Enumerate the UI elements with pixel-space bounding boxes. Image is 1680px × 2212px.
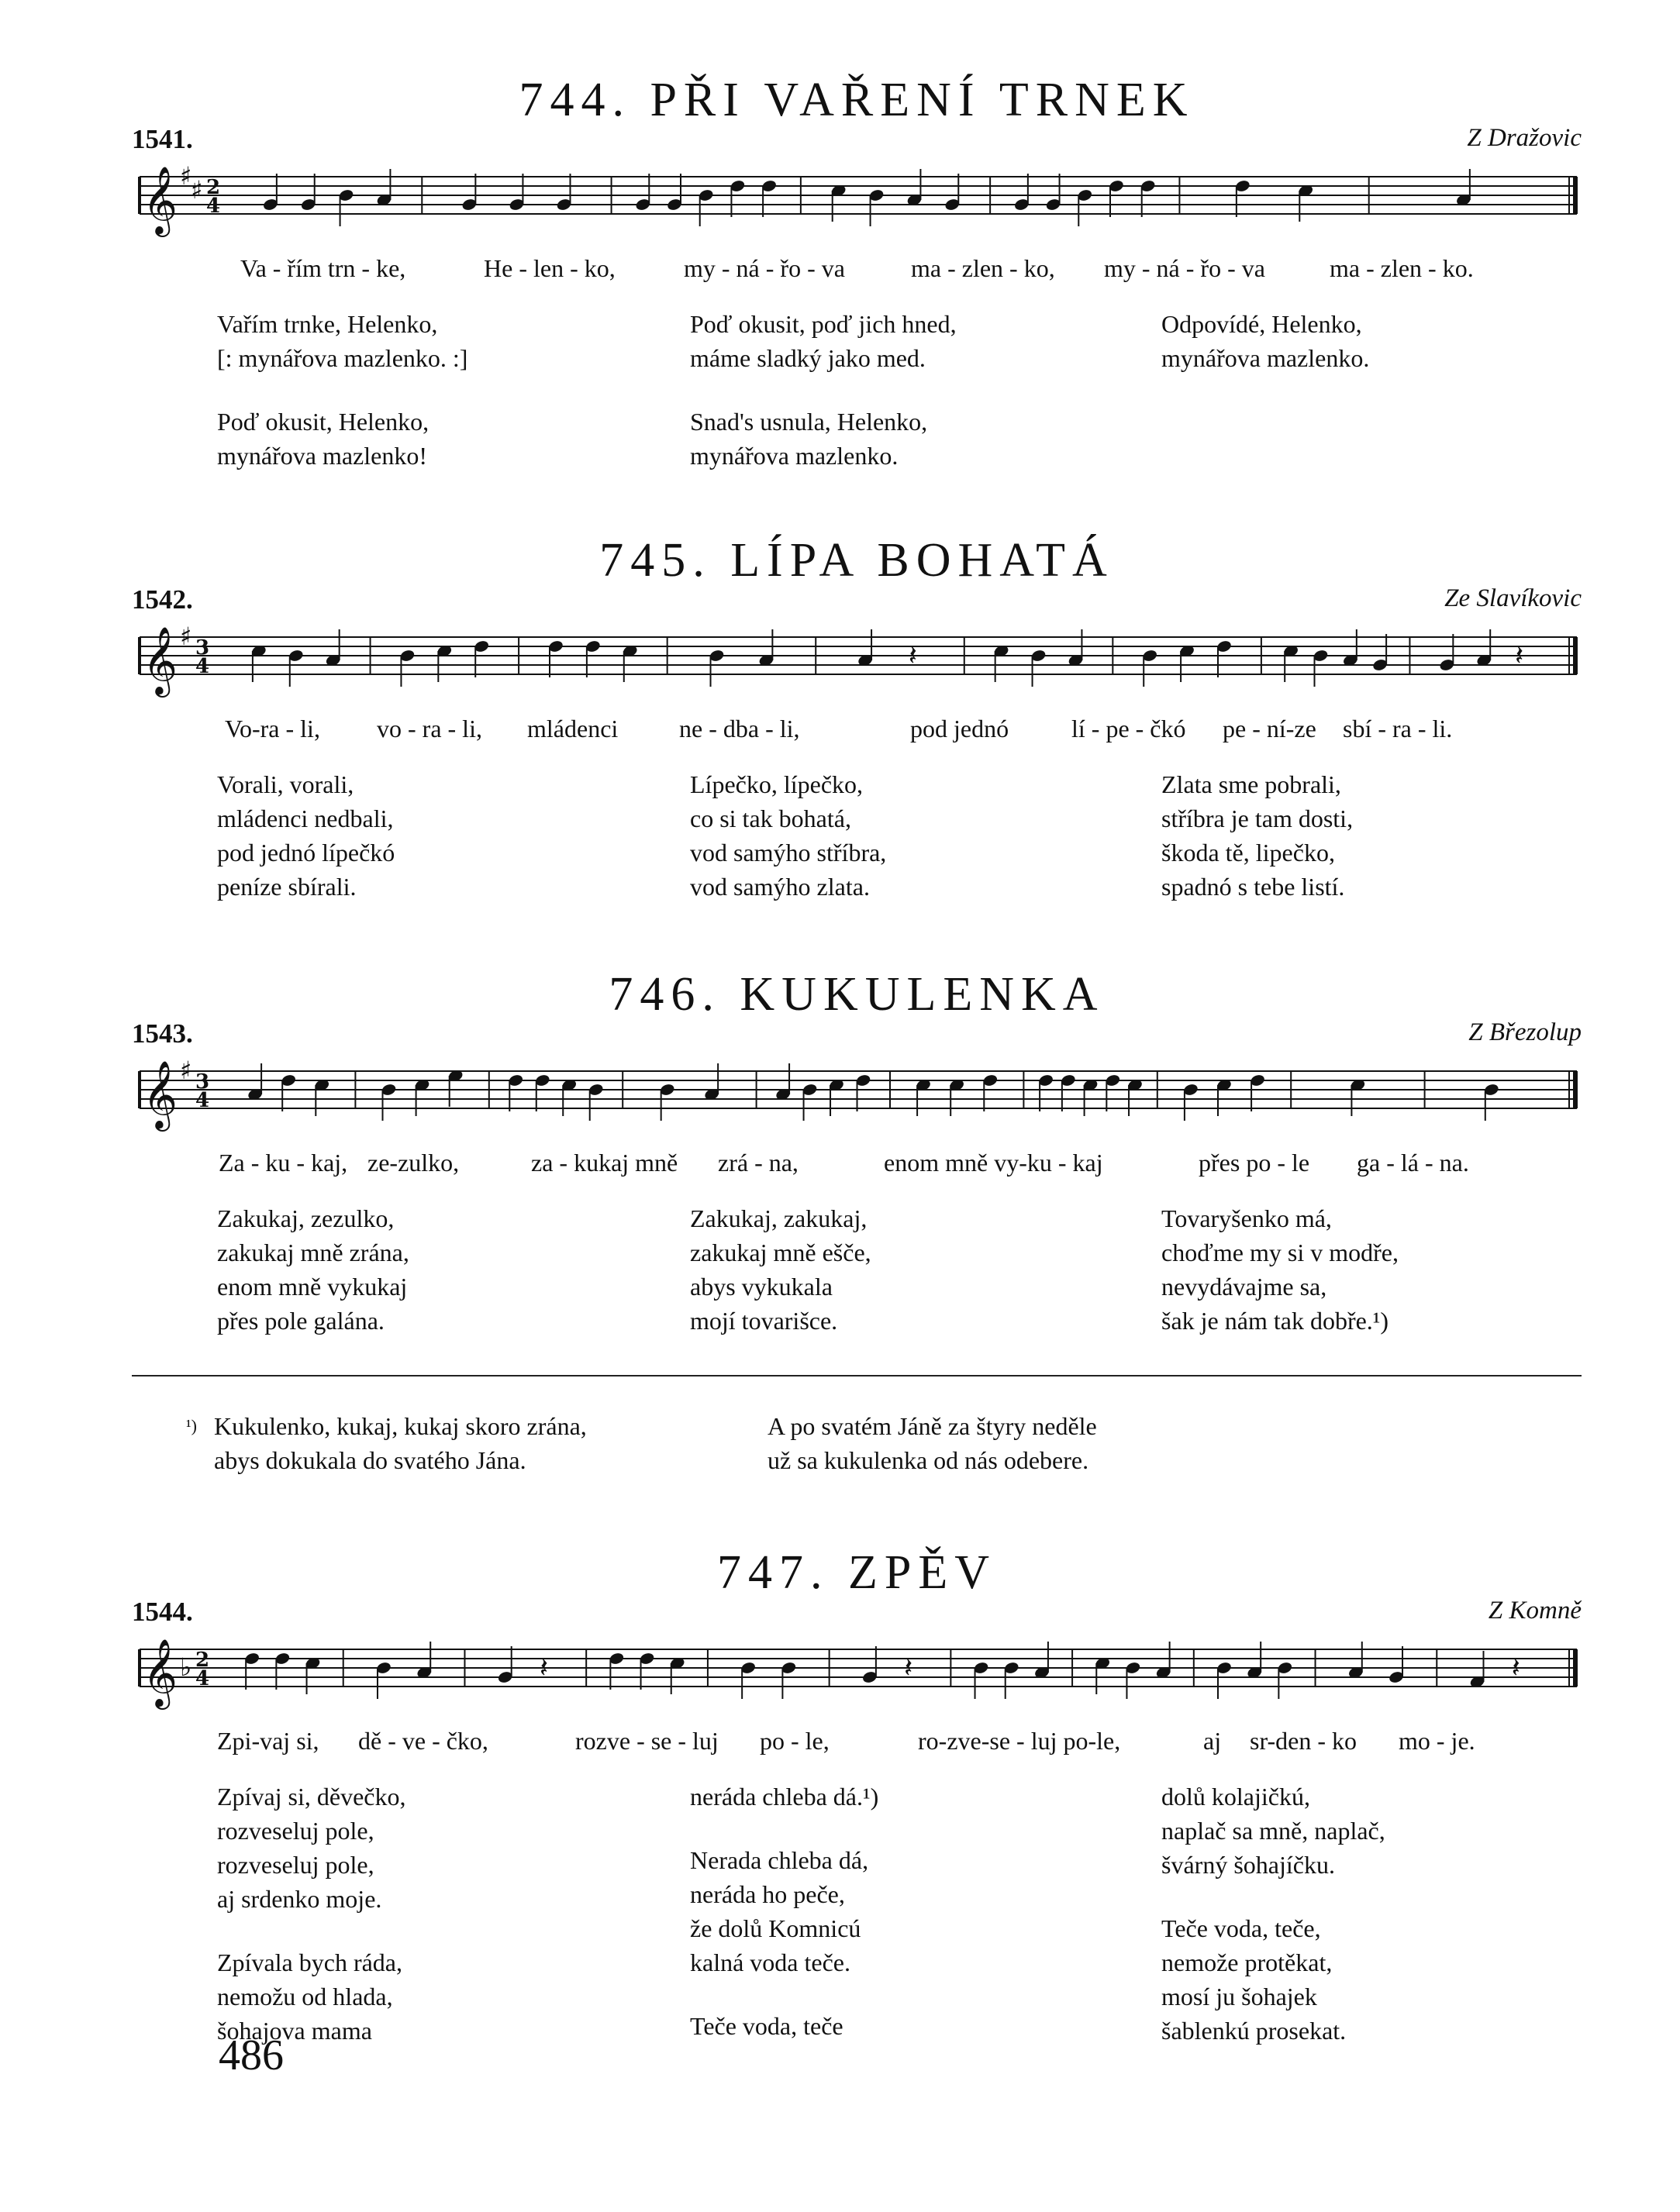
time-signature-top: 2 xyxy=(206,176,221,199)
lyric-segment: Vo-ra - li, xyxy=(225,715,320,743)
song-title: 745. LÍPA BOHATÁ xyxy=(599,534,1114,587)
treble-clef-icon: 𝄞 xyxy=(143,1638,178,1707)
verse-line: Zakukaj, zezulko, xyxy=(217,1204,395,1232)
rest-icon: 𝄽 xyxy=(1511,1652,1520,1684)
footnote-left xyxy=(214,1409,587,1477)
verse-line: abys vykukala xyxy=(690,1273,833,1301)
verse-line: Zakukaj, zakukaj, xyxy=(690,1204,868,1232)
sharp-icon: ♯ xyxy=(180,161,192,191)
verse-line: že dolů Komnicú xyxy=(690,1914,861,1942)
verse-line: vod samýho zlata. xyxy=(690,873,870,901)
stanza xyxy=(690,767,886,904)
song-744 xyxy=(132,71,1582,470)
verse-line: šohajova mama xyxy=(217,2017,372,2045)
verse-line: zakukaj mně zrána, xyxy=(217,1239,409,1266)
rest-icon: 𝄽 xyxy=(1515,640,1524,672)
verse-line: Odpovídé, Helenko, xyxy=(1161,310,1362,338)
lyric-segment: zrá - na, xyxy=(718,1149,799,1177)
verse-line: Zpívaj si, děvečko, xyxy=(217,1783,406,1811)
lyric-segment: ro-zve-se - luj po-le, xyxy=(918,1727,1121,1755)
flat-icon: ♭ xyxy=(180,1652,192,1682)
melody-header xyxy=(132,1018,1582,1049)
music-staff xyxy=(132,1626,1582,1727)
origin: Ze Slavíkovic xyxy=(1444,584,1582,612)
verse-line: rozveseluj pole, xyxy=(217,1817,374,1845)
stanza xyxy=(217,405,467,473)
verse-line: spadnó s tebe listí. xyxy=(1161,873,1345,901)
stanza xyxy=(690,2009,878,2043)
lyric-segment: Zpi-vaj si, xyxy=(217,1727,319,1755)
time-signature-bottom: 4 xyxy=(206,195,221,218)
lyric-segment: sr-den - ko xyxy=(1250,1727,1357,1755)
stanza xyxy=(690,1201,871,1338)
lyric-segment: He - len - ko, xyxy=(484,254,616,282)
stanza xyxy=(1161,1911,1385,2048)
verse-line: neráda chleba dá.¹) xyxy=(690,1783,879,1811)
verse-line: Teče voda, teče, xyxy=(1161,1914,1321,1942)
stanza-column xyxy=(690,767,886,933)
page-number: 486 xyxy=(219,2031,284,2079)
lyric-segment: vo - ra - li, xyxy=(377,715,482,743)
stanza-column xyxy=(217,767,395,933)
melody-header xyxy=(132,584,1582,615)
verse-line: vod samýho stříbra, xyxy=(690,839,887,867)
music-staff xyxy=(132,153,1582,254)
time-signature-bottom: 4 xyxy=(195,1667,210,1690)
lyric-segment: dě - ve - čko, xyxy=(358,1727,488,1755)
verse-line: Vorali, vorali, xyxy=(217,770,354,798)
stanza-column xyxy=(1161,1780,1385,2077)
sharp-icon: ♯ xyxy=(191,175,203,205)
song-title: 744. PŘI VAŘENÍ TRNEK xyxy=(519,74,1195,126)
lyric-segment: pod jednó xyxy=(910,715,1009,743)
melody-number: 1541. xyxy=(132,124,193,154)
lyric-segment: sbí - ra - li. xyxy=(1343,715,1453,743)
music-staff xyxy=(132,1048,1582,1149)
song-title: 747. ZPĚV xyxy=(717,1546,996,1599)
treble-clef-icon: 𝄞 xyxy=(143,165,178,234)
verse-line: aj srdenko moje. xyxy=(217,1885,382,1913)
verse-line: Poď okusit, poď jich hned, xyxy=(690,310,957,338)
stanza xyxy=(217,307,467,375)
verse-line: mládenci nedbali, xyxy=(217,805,394,832)
verse-line: Nerada chleba dá, xyxy=(690,1846,869,1874)
verse-line: šak je nám tak dobře.¹) xyxy=(1161,1307,1389,1335)
stanza-column xyxy=(217,307,467,502)
sharp-icon: ♯ xyxy=(180,1056,192,1085)
stanza xyxy=(1161,1201,1399,1338)
stanza-column xyxy=(1161,1201,1399,1367)
verse-line: nemože protěkat, xyxy=(1161,1948,1333,1976)
time-signature-top: 2 xyxy=(195,1649,210,1672)
treble-clef-icon: 𝄞 xyxy=(143,625,178,694)
lyrics-line xyxy=(132,1727,1582,1761)
stanza-column xyxy=(690,1780,878,2072)
verse-line: peníze sbírali. xyxy=(217,873,357,901)
melody-number: 1542. xyxy=(132,584,193,615)
lyric-segment: ne - dba - li, xyxy=(679,715,800,743)
lyric-segment: ga - lá - na. xyxy=(1357,1149,1469,1177)
lyric-segment: mládenci xyxy=(527,715,619,743)
verse-line: Snad's usnula, Helenko, xyxy=(690,408,928,436)
stanza xyxy=(217,1780,405,1916)
time-signature-bottom: 4 xyxy=(195,655,210,678)
verse-line: Tovaryšenko má, xyxy=(1161,1204,1332,1232)
time-signature-bottom: 4 xyxy=(195,1089,210,1112)
verse-line: neráda ho peče, xyxy=(690,1880,845,1908)
verse-line: Zlata sme pobrali, xyxy=(1161,770,1341,798)
lyric-segment: ma - zlen - ko, xyxy=(911,254,1055,282)
stanza-column xyxy=(217,1201,409,1367)
song-747 xyxy=(132,1544,1582,2045)
verse-line: Teče voda, teče xyxy=(690,2012,843,2040)
lyric-segment: mo - je. xyxy=(1399,1727,1475,1755)
verse-line: nevydávajme sa, xyxy=(1161,1273,1327,1301)
footnote-right xyxy=(768,1409,1097,1477)
lyric-segment: my - ná - řo - va xyxy=(684,254,845,282)
lyric-segment: ze-zulko, xyxy=(367,1149,460,1177)
stanza xyxy=(1161,1780,1385,1882)
lyrics-line xyxy=(132,715,1582,749)
stanza xyxy=(690,405,957,473)
lyric-segment: ma - zlen - ko. xyxy=(1330,254,1474,282)
origin: Z Březolup xyxy=(1468,1018,1582,1046)
lyric-segment: přes po - le xyxy=(1199,1149,1310,1177)
footnote-line: už sa kukulenka od nás odebere. xyxy=(768,1446,1089,1474)
verse-line: choďme my si v modře, xyxy=(1161,1239,1399,1266)
verse-line: mojí tovarišce. xyxy=(690,1307,838,1335)
song-title: 746. KUKULENKA xyxy=(609,968,1105,1021)
verse-line: máme sladký jako med. xyxy=(690,344,926,372)
verse-line: enom mně vykukaj xyxy=(217,1273,408,1301)
melody-header xyxy=(132,124,1582,154)
verse-line: kalná voda teče. xyxy=(690,1948,850,1976)
stanza xyxy=(690,307,957,375)
time-signature-top: 3 xyxy=(195,636,210,660)
stanza xyxy=(1161,307,1369,375)
verse-line: stříbra je tam dosti, xyxy=(1161,805,1354,832)
song-746 xyxy=(132,966,1582,1335)
treble-clef-icon: 𝄞 xyxy=(143,1059,178,1128)
stanza xyxy=(217,767,395,904)
verse-line: Poď okusit, Helenko, xyxy=(217,408,429,436)
rest-icon: 𝄽 xyxy=(539,1652,548,1684)
melody-number: 1544. xyxy=(132,1597,193,1627)
verse-line: přes pole galána. xyxy=(217,1307,385,1335)
verse-line: pod jednó lípečkó xyxy=(217,839,395,867)
time-signature-top: 3 xyxy=(195,1070,210,1094)
stanza-column xyxy=(690,307,957,502)
melody-number: 1543. xyxy=(132,1018,193,1049)
rest-icon: 𝄽 xyxy=(904,1652,913,1684)
music-staff xyxy=(132,614,1582,715)
footnote-line: abys dokukala do svatého Jána. xyxy=(214,1446,526,1474)
rest-icon: 𝄽 xyxy=(908,640,917,672)
song-745 xyxy=(132,532,1582,901)
verse-line: naplač sa mně, naplač, xyxy=(1161,1817,1385,1845)
verse-line: zakukaj mně ešče, xyxy=(690,1239,871,1266)
lyric-segment: lí - pe - čkó xyxy=(1071,715,1186,743)
verse-line: mosí ju šohajek xyxy=(1161,1983,1317,2010)
verse-line: nemožu od hlada, xyxy=(217,1983,393,2010)
stanza xyxy=(690,1843,878,1979)
verse-line: Vařím trnke, Helenko, xyxy=(217,310,438,338)
verse-line: šablenkú prosekat. xyxy=(1161,2017,1347,2045)
verse-line: mynářova mazlenko! xyxy=(217,442,427,470)
verse-line: Lípečko, lípečko, xyxy=(690,770,864,798)
verse-line: dolů kolajičkú, xyxy=(1161,1783,1310,1811)
lyrics-line xyxy=(132,254,1582,288)
stanza-column xyxy=(690,1201,871,1367)
lyric-segment: pe - ní-ze xyxy=(1223,715,1316,743)
stanza-column xyxy=(1161,307,1369,405)
stanza xyxy=(217,1201,409,1338)
origin: Z Komně xyxy=(1488,1597,1582,1625)
lyric-segment: aj xyxy=(1203,1727,1222,1755)
lyrics-line xyxy=(132,1149,1582,1183)
verse-line: mynářova mazlenko. xyxy=(1161,344,1370,372)
sharp-icon: ♯ xyxy=(180,622,192,651)
origin: Z Dražovic xyxy=(1467,124,1582,152)
verse-line: co si tak bohatá, xyxy=(690,805,851,832)
footnote-divider xyxy=(132,1375,1582,1376)
verse-line: rozveseluj pole, xyxy=(217,1851,374,1879)
lyric-segment: Za - ku - kaj, xyxy=(219,1149,348,1177)
lyric-segment: po - le, xyxy=(760,1727,830,1755)
stanza xyxy=(1161,767,1353,904)
verse-line: mynářova mazlenko. xyxy=(690,442,899,470)
lyric-segment: enom mně vy-ku - kaj xyxy=(884,1149,1103,1177)
stanza xyxy=(690,1780,878,1814)
stanza-column xyxy=(1161,767,1353,933)
footnote-marker: ¹) xyxy=(186,1416,197,1435)
footnote-line: A po svatém Jáně za štyry neděle xyxy=(768,1412,1097,1440)
lyric-segment: rozve - se - luj xyxy=(575,1727,719,1755)
footnote-line: Kukulenko, kukaj, kukaj skoro zrána, xyxy=(214,1412,587,1440)
verse-line: Zpívala bych ráda, xyxy=(217,1948,402,1976)
melody-header xyxy=(132,1597,1582,1627)
lyric-segment: za - kukaj mně xyxy=(531,1149,678,1177)
verse-line: [: mynářova mazlenko. :] xyxy=(217,344,468,372)
verse-line: škoda tě, lipečko, xyxy=(1161,839,1335,867)
verse-line: švárný šohajíčku. xyxy=(1161,1851,1335,1879)
lyric-segment: Va - řím trn - ke, xyxy=(240,254,406,282)
lyric-segment: my - ná - řo - va xyxy=(1104,254,1265,282)
